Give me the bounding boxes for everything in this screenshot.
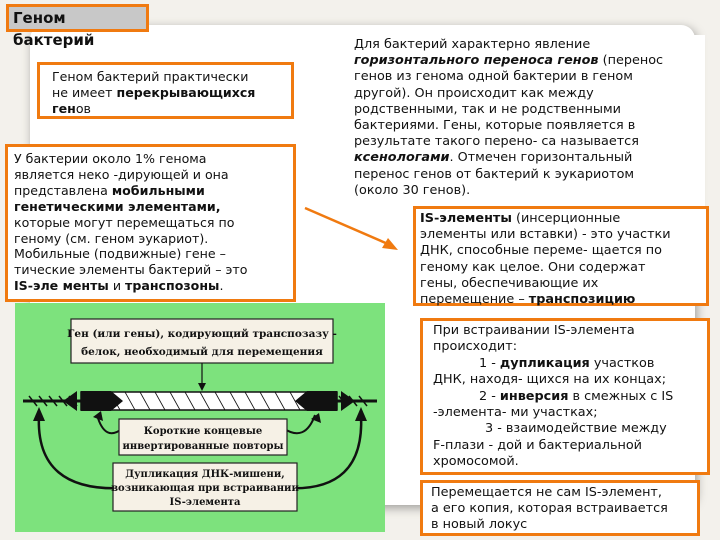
is-elements-box (413, 206, 709, 306)
box3-line: родственными, так и не родственными (354, 101, 621, 117)
box6-line: а его копия, которая встраивается (431, 501, 668, 517)
horizontal-transfer-box (350, 35, 705, 207)
box4-line: перемещение – транспозицию (420, 292, 636, 308)
is-element-diagram (15, 303, 385, 532)
copy-transposition-box (420, 480, 700, 536)
diagram-top-label-1: Ген (или гены), кодирующий транспозазу - (67, 328, 337, 340)
box2-line: генетическими элементами, (14, 198, 221, 214)
box5-line: F-плази - дой и бактериальной (433, 437, 642, 453)
box3-line: генов из генома одной бактерии в геном (354, 69, 633, 85)
box5-line: 1 - дупликация участков (479, 355, 655, 371)
box3-line: горизонтального переноса генов (перенос (354, 53, 664, 69)
box2-line: тические элементы бактерий – это (14, 262, 248, 278)
is-element-scheme (15, 303, 385, 532)
box4-line: элементы или вставки) - это участки (420, 227, 671, 243)
slide-title: Геном бактерий (6, 4, 149, 32)
box2-line: которые могут перемещаться по (14, 214, 235, 230)
box6-line: в новый локус (431, 517, 528, 533)
box1-line: генов (52, 100, 91, 116)
box3-line: другой). Он происходит как между (354, 85, 594, 101)
no-overlapping-genes-box (37, 62, 294, 119)
orange-arrow-icon (300, 200, 410, 260)
box4-line: геному как целое. Они содержат (420, 259, 646, 275)
box3-line: бактериями. Гены, которые появляется в (354, 118, 636, 134)
box3-line: (около 30 генов). (354, 182, 471, 198)
box2-line: IS-эле менты и транспозоны. (14, 278, 224, 294)
box4-line: гены, обеспечивающие их (420, 275, 599, 291)
diagram-mid-label-1: Короткие концевые (143, 426, 263, 437)
box4-line: ДНК, способные переме- щается по (420, 243, 662, 259)
box1-line: не имеет перекрывающихся (52, 84, 256, 100)
diagram-bottom-label-1: Дупликация ДНК-мишени, (125, 469, 285, 480)
box5-line: хромосомой. (433, 454, 519, 470)
diagram-mid-label-2: инвертированные повторы (122, 441, 284, 452)
box3-line: результате такого перено- са называется (354, 134, 639, 150)
box3-line: Для бактерий характерно явление (354, 37, 591, 52)
box2-line: представлена мобильными (14, 182, 205, 198)
box4-line: IS-элементы (инсерционные (420, 211, 621, 226)
diagram-bottom-label-2: возникающая при встраивании (111, 483, 299, 494)
box5-line: 2 - инверсия в смежных с IS (479, 388, 674, 404)
insertion-effects-box (420, 318, 710, 475)
diagram-bottom-label-3: IS-элемента (169, 497, 241, 508)
box6-line: Перемещается не сам IS-элемент, (431, 485, 662, 500)
box2-line: является неко -дирующей и она (14, 166, 229, 182)
box2-line: У бактерии около 1% генома (14, 151, 207, 166)
mobile-elements-box (5, 144, 296, 302)
box3-line: ксенологами. Отмечен горизонтальный (354, 150, 633, 166)
box3-line: перенос генов от бактерий к эукариотом (354, 166, 635, 182)
box5-line: происходит: (433, 339, 518, 355)
box2-line: Мобильные (подвижные) гене – (14, 246, 226, 262)
box5-line: 3 - взаимодействие между (485, 421, 667, 437)
box1-line: Геном бактерий практически (52, 69, 249, 84)
box5-line: ДНК, находя- щихся на их концах; (433, 372, 667, 388)
box5-line: При встраивании IS-элемента (433, 323, 635, 338)
diagram-top-label-2: белок, необходимый для перемещения (81, 346, 323, 358)
box5-line: -элемента- ми участках; (433, 405, 598, 421)
box2-line: геному (см. геном эукариот). (14, 230, 209, 246)
